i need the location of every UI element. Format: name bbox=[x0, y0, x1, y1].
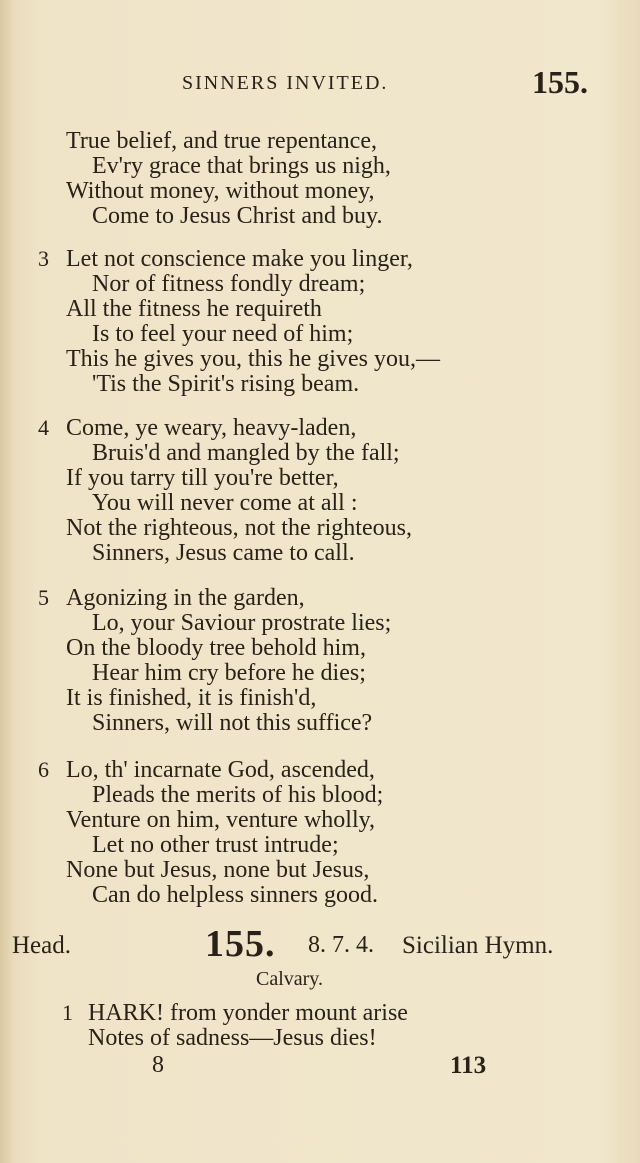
tune-label: Head. bbox=[12, 932, 71, 959]
verse-number: 6 bbox=[38, 757, 49, 782]
hymn-meter: 8. 7. 4. bbox=[308, 932, 374, 958]
verse-line: Sinners, Jesus came to call. bbox=[92, 540, 355, 566]
verse-line: Let not conscience make you linger, bbox=[66, 246, 413, 272]
verse-line: Notes of sadness—Jesus dies! bbox=[88, 1025, 377, 1051]
verse-line: Is to feel your need of him; bbox=[92, 321, 354, 347]
verse-line: Come to Jesus Christ and buy. bbox=[92, 203, 383, 229]
verse-line: Ev'ry grace that brings us nigh, bbox=[92, 153, 391, 179]
verse-line: Hear him cry before he dies; bbox=[92, 660, 366, 686]
verse-number: 3 bbox=[38, 246, 49, 271]
running-title: SINNERS INVITED. bbox=[182, 72, 389, 94]
verse-line: It is finished, it is finish'd, bbox=[66, 685, 317, 711]
verse-line: If you tarry till you're better, bbox=[66, 465, 339, 491]
verse-line: Lo, your Saviour prostrate lies; bbox=[92, 610, 392, 636]
page-number-top: 155. bbox=[532, 64, 588, 100]
verse-line: Let no other trust intrude; bbox=[92, 832, 339, 858]
verse-line: HARK! from yonder mount arise bbox=[88, 1000, 408, 1026]
verse-line: 'Tis the Spirit's rising beam. bbox=[92, 371, 360, 397]
verse-line: You will never come at all : bbox=[92, 490, 358, 516]
verse-line: Without money, without money, bbox=[66, 178, 375, 204]
verse-line: On the bloody tree behold him, bbox=[66, 635, 366, 661]
verse-line: Nor of fitness fondly dream; bbox=[92, 271, 366, 297]
page-header bbox=[0, 66, 640, 106]
verse-number: 5 bbox=[38, 585, 49, 610]
verse-line: Can do helpless sinners good. bbox=[92, 882, 378, 908]
verse-line: Venture on him, venture wholly, bbox=[66, 807, 376, 833]
hymn-heading bbox=[0, 923, 640, 966]
verse-line: Not the righteous, not the righteous, bbox=[66, 515, 412, 541]
verse-line: All the fitness he requireth bbox=[66, 296, 322, 322]
tune-name: Sicilian Hymn. bbox=[402, 932, 554, 959]
verse-line: True belief, and true repentance, bbox=[66, 128, 377, 154]
verse-line: Sinners, will not this suffice? bbox=[92, 710, 373, 736]
verse-line: This he gives you, this he gives you,— bbox=[66, 346, 440, 372]
hymn-subject: Calvary. bbox=[256, 968, 324, 990]
verse-line: None but Jesus, none but Jesus, bbox=[66, 857, 370, 883]
verse-line: Come, ye weary, heavy-laden, bbox=[66, 415, 357, 441]
verse-line: Bruis'd and mangled by the fall; bbox=[92, 440, 400, 466]
page-number-bottom: 113 bbox=[450, 1052, 487, 1079]
signature-mark: 8 bbox=[152, 1052, 164, 1078]
verse-line: Lo, th' incarnate God, ascended, bbox=[66, 757, 375, 783]
hymn-number: 155. bbox=[205, 923, 276, 965]
verse-number: 1 bbox=[62, 1000, 73, 1025]
verse-line: Pleads the merits of his blood; bbox=[92, 782, 384, 808]
verse-line: Agonizing in the garden, bbox=[66, 585, 305, 611]
verse-number: 4 bbox=[38, 415, 49, 440]
